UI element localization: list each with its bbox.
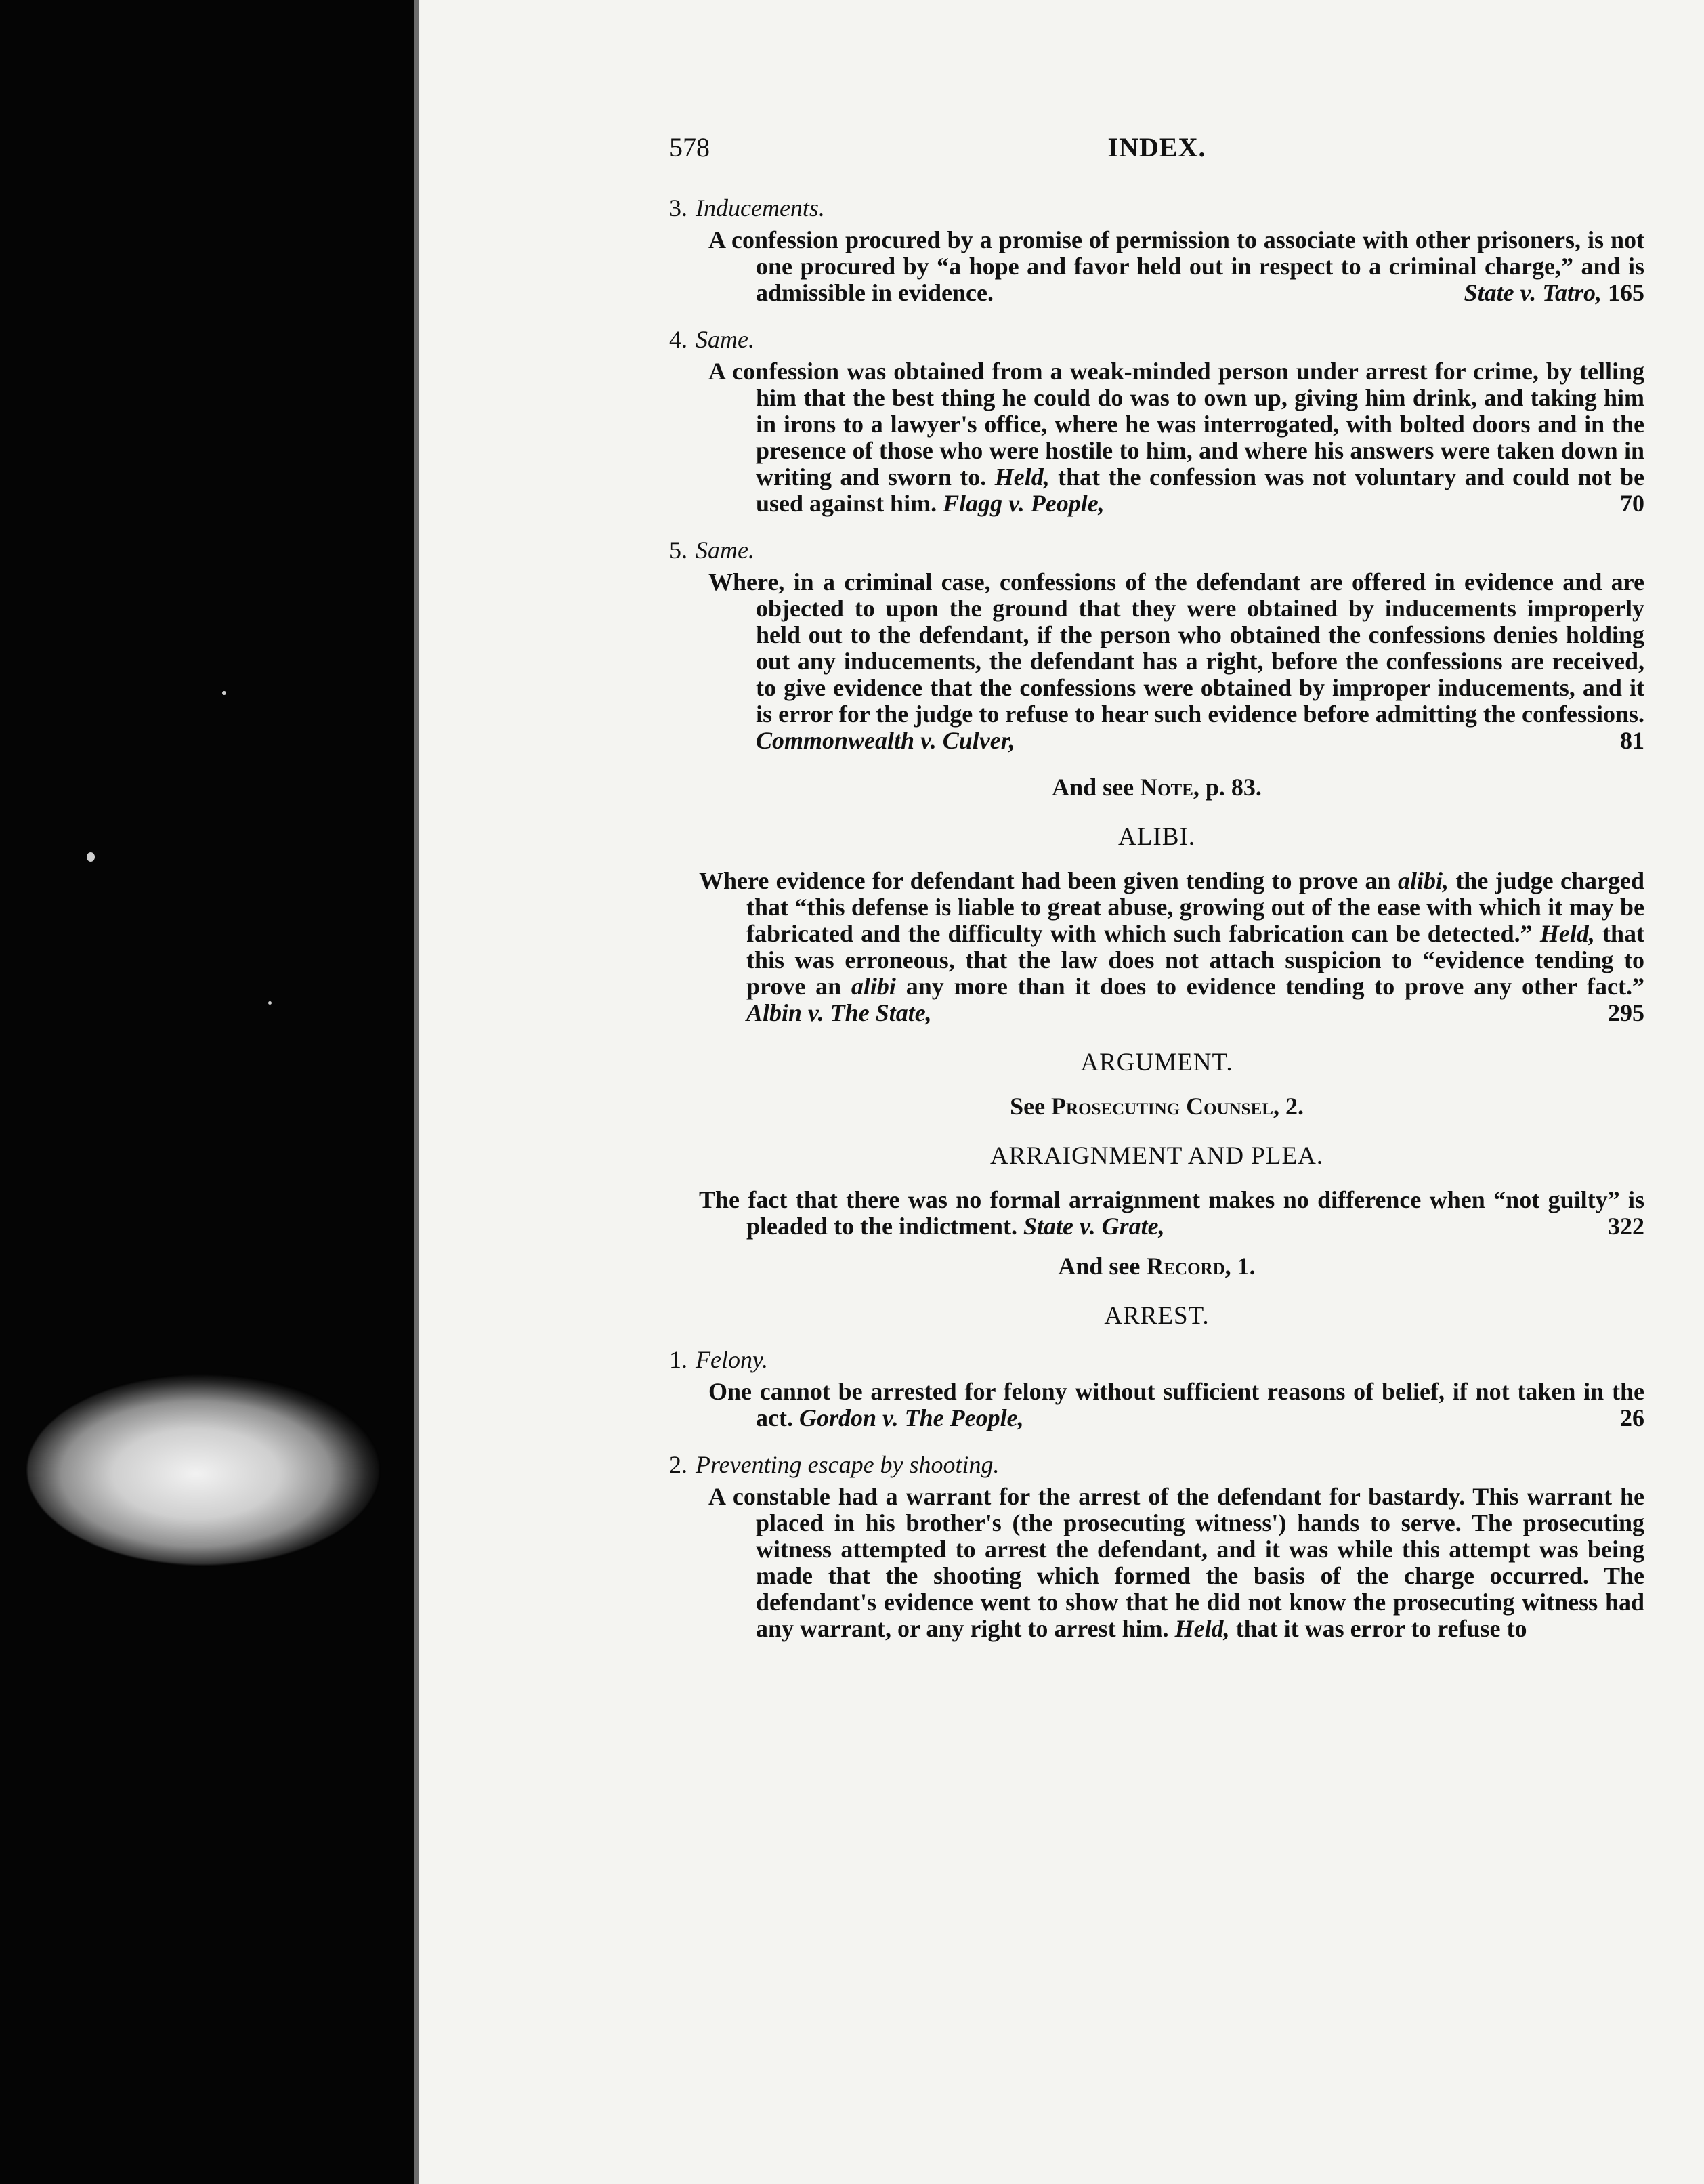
case-citation: Gordon v. The People,	[798, 1404, 1024, 1431]
see-suffix: , 1.	[1224, 1253, 1256, 1280]
case-citation: Flagg v. People,	[943, 490, 1105, 517]
section-heading-argument: ARGUMENT.	[1080, 1049, 1233, 1076]
entry-subheading	[669, 327, 1644, 353]
index-entry	[669, 327, 1644, 517]
see-also-note	[669, 1093, 1644, 1120]
italic-term: alibi,	[1397, 867, 1449, 894]
see-prefix: See	[1010, 1093, 1046, 1120]
entry-text	[708, 569, 1644, 754]
case-citation: State v. Grate,	[1023, 1213, 1165, 1240]
case-page: 322	[1608, 1213, 1644, 1240]
dust-speck	[87, 852, 95, 862]
case-page: 81	[1620, 727, 1644, 754]
case-citation: Albin v. The State,	[746, 999, 932, 1026]
dust-speck	[222, 691, 226, 695]
see-suffix: , 2.	[1273, 1093, 1304, 1120]
held-label: Held,	[1539, 920, 1595, 947]
entry-topic: Preventing escape by shooting.	[696, 1451, 1000, 1478]
held-label: Held,	[1174, 1615, 1230, 1642]
italic-term: alibi	[851, 973, 896, 1000]
entry-holding: that the confession was not voluntary and could not be used against him.	[756, 463, 1645, 517]
running-head	[669, 134, 1644, 172]
index-entry	[669, 1347, 1644, 1431]
index-entry	[669, 1452, 1644, 1642]
entry-number: 3.	[669, 194, 687, 222]
entry-holding: that it was error to refuse to	[1235, 1615, 1527, 1642]
entry-body: Where evidence for defendant had been given tending to prove an	[699, 867, 1391, 894]
section-heading-alibi: ALIBI.	[1118, 823, 1195, 851]
case-page: 26	[1620, 1404, 1644, 1431]
case-citation: State v. Tatro,	[1464, 279, 1602, 306]
section-heading-arrest: ARREST.	[1104, 1302, 1210, 1330]
entry-text	[708, 358, 1644, 517]
dust-speck	[268, 1001, 272, 1005]
see-prefix: And see	[1052, 774, 1134, 801]
entry-body: A confession was obtained from a weak-minded person under arrest for crime, by telling him that the best thing he could do was to own up, giving him drink, and taking him in irons to a lawyer's office, where he was interrogated, with bolted doors and in the presence of those who were hostile to him, and where his answers were taken down in writing and sworn to.	[708, 358, 1644, 490]
book-page	[414, 0, 1704, 2184]
entry-quote: the judge charged that “this defense is liable to great abuse, growing out of the ease with which it may be fabricated and the difficulty with which such fabrication can be detected.”	[746, 867, 1644, 947]
entry-text	[708, 1484, 1644, 1642]
case-citation: Commonwealth v. Culver,	[756, 727, 1015, 754]
entry-number: 4.	[669, 326, 687, 353]
page-text	[669, 134, 1644, 1662]
entry-topic: Felony.	[696, 1346, 768, 1373]
entry-topic: Inducements.	[696, 194, 825, 222]
entry-text	[699, 1187, 1644, 1240]
see-also-note	[669, 1253, 1644, 1280]
entry-topic: Same.	[696, 326, 754, 353]
see-suffix: , p. 83.	[1193, 774, 1262, 801]
entry-body: A confession procured by a promise of permission to associate with other prisoners, is not one procured by “a hope and favor held out in respect to a criminal charge,” and is admissible in evidence.	[708, 226, 1644, 306]
entry-topic: Same.	[696, 537, 754, 564]
case-page: 70	[1620, 490, 1644, 517]
entry-holding: that this was erroneous, that the law does not attach suspicion to “evidence tending to prove an	[746, 920, 1644, 1000]
section-heading-arraignment: ARRAIGNMENT AND PLEA.	[989, 1142, 1324, 1170]
entry-text	[708, 227, 1644, 306]
page-number: 578	[669, 132, 710, 163]
entry-subheading	[669, 195, 1644, 222]
see-reference: Record	[1146, 1253, 1225, 1280]
entry-text	[708, 1379, 1644, 1431]
case-page: 295	[1608, 999, 1644, 1026]
index-entry	[669, 537, 1644, 754]
entry-holding-end: any more than it does to evidence tending to prove any other fact.”	[906, 973, 1645, 1000]
entry-body: One cannot be arrested for felony without sufficient reasons of belief, if not taken in the act.	[708, 1378, 1644, 1431]
see-prefix: And see	[1058, 1253, 1141, 1280]
entry-number: 5.	[669, 537, 687, 564]
entry-number: 2.	[669, 1451, 687, 1478]
held-label: Held,	[994, 463, 1050, 490]
see-also-note	[669, 774, 1644, 801]
index-entry	[669, 195, 1644, 306]
entry-subheading	[669, 537, 1644, 564]
running-title: INDEX.	[1107, 132, 1206, 163]
paper-fiber-blemish	[27, 1375, 379, 1565]
entry-number: 1.	[669, 1346, 687, 1373]
entry-body: A constable had a warrant for the arrest of the defendant for bastardy. This warrant he placed in his brother's (the prosecuting witness') hands to serve. The prosecuting witness attempted to arrest the defendant, and it was while this attempt was being made that the shooting which formed the basis of the charge occurred. The defendant's evidence went to show that he did not know the prosecuting witness had any warrant, or any right to arrest him.	[708, 1483, 1644, 1642]
see-reference: Prosecuting Counsel	[1051, 1093, 1273, 1120]
entry-subheading	[669, 1347, 1644, 1373]
see-reference: Note	[1140, 774, 1193, 801]
entry-body: Where, in a criminal case, confessions of the defendant are offered in evidence and are objected to upon the ground that they were obtained by inducements improperly held out to the defendant, if the person who obtained the confessions denies holding out any inducements, the defendant has a right, before the confessions are received, to give evidence that the confessions were obtained by improper inducements, and it is error for the judge to refuse to hear such evidence before admitting the confessions.	[708, 568, 1644, 728]
index-entry	[669, 868, 1644, 1026]
case-page: 165	[1608, 279, 1644, 306]
entry-subheading	[669, 1452, 1644, 1478]
entry-body: The fact that there was no formal arraignment makes no difference when “not guilty” is pleaded to the indictment.	[699, 1186, 1644, 1240]
entry-text	[699, 868, 1644, 1026]
